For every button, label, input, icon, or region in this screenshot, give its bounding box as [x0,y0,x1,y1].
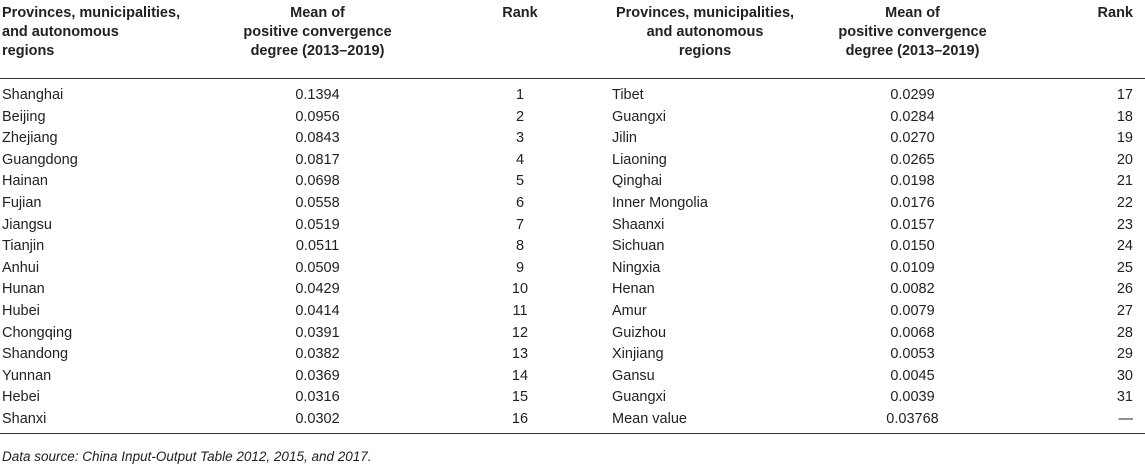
right-region-cell: Henan [612,281,655,298]
right-rank-cell: 31 [1116,389,1133,406]
right-mean-cell: 0.0045 [890,367,935,384]
table-row [0,171,1145,193]
right-region-cell: Qinghai [612,173,662,190]
header-region-line2: and autonomous [646,24,764,40]
right-mean-cell: 0.0079 [890,302,935,319]
right-mean-cell: 0.0176 [890,194,935,211]
right-rank-cell: 26 [1116,281,1133,298]
header-mean-line2: positive convergence [838,24,987,40]
table-row [0,366,1145,388]
right-region-cell: Ningxia [612,259,661,276]
header-rank-right [1025,0,1145,79]
left-rank-cell: 14 [511,367,529,384]
header-region-line1: Provinces, municipalities, [615,5,795,21]
left-region-cell: Jiangsu [2,216,52,233]
right-mean-cell: 0.0150 [890,238,935,255]
header-region-right [610,0,800,79]
left-region-cell: Hunan [2,281,45,298]
left-region-cell: Shanxi [0,409,205,433]
header-region-left [0,0,205,79]
left-mean-cell: 0.1394 [295,87,340,103]
right-mean-cell: 0.0039 [890,389,935,406]
left-rank-cell: 9 [515,259,525,276]
left-region-cell: Hebei [2,389,40,406]
left-mean-cell: 0.0558 [295,194,340,211]
right-mean-cell: 0.0053 [890,346,935,363]
table-row [0,279,1145,301]
left-mean-cell: 0.0414 [295,302,340,319]
right-region-cell: Amur [612,302,647,319]
left-rank-cell: 10 [511,281,529,298]
left-region-cell: Shandong [2,346,69,363]
left-region-cell: Fujian [2,194,42,211]
table-row [0,258,1145,280]
table-row [0,387,1145,409]
left-region-cell: Tianjin [2,238,45,255]
right-region-cell: Inner Mongolia [612,194,708,211]
header-rank-left [430,0,610,79]
right-region-cell: Tibet [612,87,644,103]
left-mean-cell: 0.0369 [295,367,340,384]
header-mean-line3: degree (2013–2019) [845,43,980,59]
right-rank-cell: 17 [1116,87,1133,103]
left-rank-cell: 3 [515,130,525,147]
header-rank-text: Rank [1097,5,1133,21]
left-mean-cell: 0.0429 [295,281,340,298]
footnote: Data source: China Input-Output Table 2012, 2015, and 2017. [2,449,372,464]
right-rank-cell: — [1025,409,1145,433]
header-mean-right [800,0,1025,79]
left-region-cell: Beijing [2,108,46,125]
left-region-cell: Anhui [2,259,40,276]
left-region-cell: Shanghai [2,87,64,103]
left-region-cell: Yunnan [2,367,52,384]
left-rank-cell: 15 [511,389,529,406]
left-rank-cell: 12 [511,324,529,341]
right-region-cell: Guangxi [612,389,667,406]
header-region-line3: regions [2,43,55,59]
left-region-cell: Chongqing [2,324,73,341]
left-region-cell: Zhejiang [2,130,58,147]
right-region-cell: Xinjiang [612,346,664,363]
left-rank-cell: 8 [515,238,525,255]
right-rank-cell: 27 [1116,302,1133,319]
left-mean-cell: 0.0511 [295,238,340,255]
table-row [0,79,1145,107]
left-region-cell: Hubei [2,302,40,319]
table-body [0,79,1145,434]
right-mean-cell: 0.0109 [890,259,935,276]
right-mean-cell: 0.0082 [890,281,935,298]
left-mean-cell: 0.0817 [295,151,340,168]
right-region-cell: Guangxi [612,108,667,125]
right-region-cell: Gansu [612,367,655,384]
table-row [0,215,1145,237]
right-mean-cell: 0.0265 [890,151,935,168]
header-region-line1: Provinces, municipalities, [2,5,181,21]
left-region-cell: Guangdong [2,151,78,168]
table-row [0,150,1145,172]
table-header-row [0,0,1145,79]
left-mean-cell: 0.0843 [295,130,340,147]
right-rank-cell: 29 [1116,346,1133,363]
right-region-cell: Guizhou [612,324,667,341]
right-rank-cell: 24 [1116,238,1133,255]
header-region-line2: and autonomous [2,24,119,40]
left-rank-cell: 7 [515,216,525,233]
left-rank-cell: 6 [515,194,525,211]
right-rank-cell: 28 [1116,324,1133,341]
right-mean-cell: 0.0284 [890,108,935,125]
right-mean-cell: 0.0299 [890,87,935,103]
header-mean-line1: Mean of [290,5,345,21]
left-rank-cell: 2 [515,108,525,125]
right-mean-cell: 0.0157 [890,216,935,233]
right-rank-cell: 30 [1116,367,1133,384]
left-rank-cell: 13 [511,346,529,363]
left-mean-cell: 0.0509 [295,259,340,276]
left-mean-cell: 0.0698 [295,173,340,190]
right-mean-cell: 0.0198 [890,173,935,190]
table-row [0,344,1145,366]
right-rank-cell: 23 [1116,216,1133,233]
right-rank-cell: 25 [1116,259,1133,276]
table-row [0,193,1145,215]
table-row [0,301,1145,323]
left-rank-cell: 11 [512,302,528,319]
table-row [0,107,1145,129]
header-rank-text: Rank [502,5,538,21]
right-rank-cell: 19 [1116,130,1133,147]
table-row [0,128,1145,150]
header-region-line3: regions [678,43,732,59]
left-mean-cell: 0.0956 [295,108,340,125]
left-rank-cell: 4 [515,151,525,168]
right-region-cell: Shaanxi [612,216,665,233]
right-region-cell: Liaoning [612,151,667,168]
left-rank-cell: 5 [515,173,525,190]
right-region-cell: Jilin [612,130,637,147]
right-rank-cell: 22 [1116,194,1133,211]
header-mean-left [205,0,430,79]
right-mean-cell: 0.03768 [800,409,1025,433]
left-region-cell: Hainan [2,173,48,190]
left-mean-cell: 0.0302 [205,409,430,433]
right-rank-cell: 20 [1116,151,1133,168]
right-region-cell: Sichuan [612,238,665,255]
right-region-cell: Mean value [610,409,800,433]
header-mean-line1: Mean of [885,5,940,21]
right-rank-cell: 21 [1116,173,1133,190]
header-mean-line3: degree (2013–2019) [250,43,385,59]
table-row [0,323,1145,345]
left-mean-cell: 0.0391 [295,324,340,341]
header-mean-line2: positive convergence [243,24,392,40]
left-mean-cell: 0.0382 [295,346,340,363]
left-rank-cell: 16 [430,409,610,433]
table-row [0,236,1145,258]
right-mean-cell: 0.0270 [890,130,935,147]
table-row [0,409,1145,433]
right-rank-cell: 18 [1116,108,1133,125]
right-mean-cell: 0.0068 [890,324,935,341]
left-mean-cell: 0.0519 [295,216,340,233]
left-mean-cell: 0.0316 [295,389,340,406]
left-rank-cell: 1 [515,87,525,103]
